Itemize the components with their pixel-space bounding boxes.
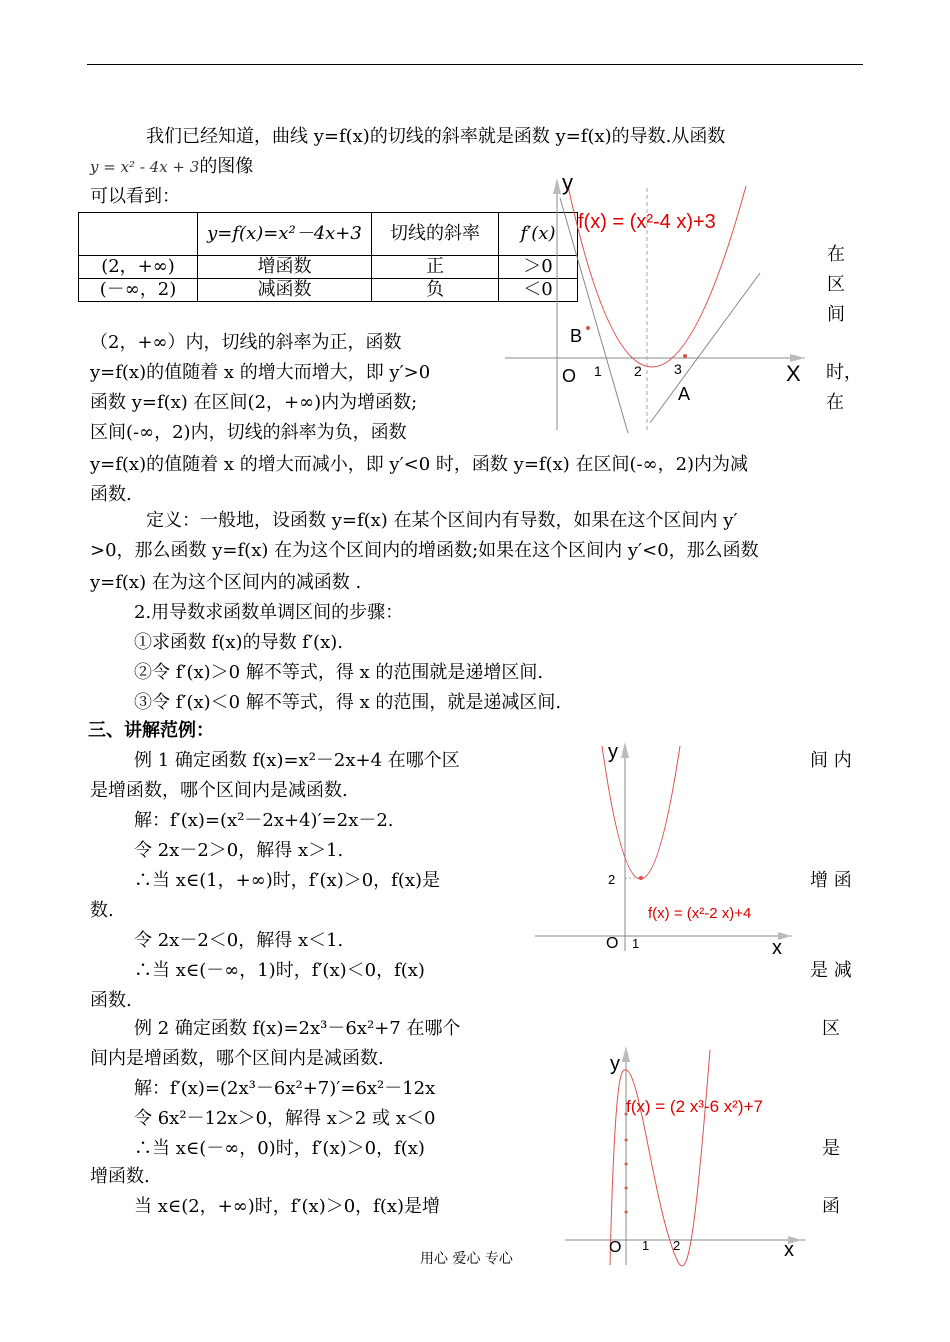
para1-line: 函数 y=f(x) 在区间(2，+∞)内为增函数; bbox=[90, 392, 418, 413]
tick-x: 1 bbox=[632, 936, 640, 951]
para1-line: y=f(x)的值随着 x 的增大而增大，即 y′>0 bbox=[90, 362, 431, 383]
tick-1: 1 bbox=[594, 363, 602, 379]
para1-line: y=f(x)的值随着 x 的增大而减小，即 y′<0 时，函数 y=f(x) 在区间(-∞，2)内为减 bbox=[90, 454, 749, 475]
example2-line: ∴当 x∈(－∞，0)时，f′(x)＞0，f(x) bbox=[134, 1138, 425, 1159]
para1-line: 区间(-∞，2)内，切线的斜率为负，函数 bbox=[90, 422, 407, 443]
graph-parabola-1 bbox=[500, 168, 820, 438]
example1-line: 例 1 确定函数 f(x)=x²－2x+4 在哪个区 bbox=[134, 750, 460, 771]
label-x: x bbox=[784, 1239, 794, 1261]
table-cell: 减函数 bbox=[198, 279, 372, 302]
example2-line: 例 2 确定函数 f(x)=2x³－6x²+7 在哪个 bbox=[134, 1018, 461, 1039]
example2-line: 解：f′(x)=(2x³－6x²+7)′=6x²－12x bbox=[134, 1078, 436, 1099]
example2-side: 是 bbox=[822, 1138, 840, 1159]
label-o: O bbox=[609, 1239, 622, 1256]
label-y: y bbox=[608, 741, 618, 763]
graph-cubic bbox=[560, 1040, 810, 1270]
label-a: A bbox=[678, 384, 691, 404]
side-char: 在 bbox=[826, 392, 844, 413]
example1-side: 增 函 bbox=[810, 870, 852, 891]
table-cell: (－∞，2) bbox=[79, 279, 198, 302]
table-cell: 负 bbox=[372, 279, 499, 302]
y-axis-arrow-icon bbox=[553, 178, 561, 194]
example2-line: 当 x∈(2，+∞)时，f′(x)＞0，f(x)是增 bbox=[134, 1196, 441, 1217]
tick-mark bbox=[625, 1163, 628, 1166]
example1-line: 令 2x－2＞0，解得 x＞1. bbox=[134, 840, 344, 861]
tick-2: 2 bbox=[634, 363, 642, 379]
example1-line: ∴当 x∈(－∞，1)时，f′(x)＜0，f(x) bbox=[134, 960, 425, 981]
example2-line: 令 6x²－12x＞0，解得 x＞2 或 x＜0 bbox=[134, 1108, 436, 1129]
example1-line: 函数. bbox=[90, 990, 132, 1011]
label-o: O bbox=[606, 935, 619, 952]
intro-line1: 我们已经知道，曲线 y=f(x)的切线的斜率就是函数 y=f(x)的导数.从函数 bbox=[146, 126, 726, 147]
table-cell: (2，+∞) bbox=[79, 256, 198, 279]
tangent-line-a bbox=[650, 273, 760, 423]
table-header-cell bbox=[79, 213, 198, 256]
label-o: O bbox=[562, 366, 577, 386]
tick-mark bbox=[625, 1187, 628, 1190]
label-y: y bbox=[610, 1053, 620, 1075]
tick-3: 3 bbox=[674, 361, 682, 377]
tangent-line-b bbox=[560, 198, 628, 433]
table-cell: 增函数 bbox=[198, 256, 372, 279]
intro-line3: 可以看到： bbox=[90, 186, 180, 207]
para1-line: （2，+∞）内，切线的斜率为正，函数 bbox=[90, 332, 402, 353]
example2-side: 函 bbox=[822, 1196, 840, 1217]
steps-title: 2.用导数求函数单调区间的步骤： bbox=[134, 602, 404, 623]
graph1-formula: f(x) = (x²-4 x)+3 bbox=[578, 211, 716, 233]
table-cell: ＞0 bbox=[499, 256, 578, 279]
step-item: ③令 f′(x)＜0 解不等式，得 x 的范围，就是递减区间. bbox=[134, 692, 562, 713]
intro-formula: y = x² - 4x + 3 bbox=[90, 158, 200, 176]
definition-line: >0，那么函数 y=f(x) 在为这个区间内的增函数;如果在这个区间内 y′<0，那么函数 bbox=[90, 540, 759, 561]
tick-1: 1 bbox=[642, 1238, 650, 1253]
example2-line: 增函数. bbox=[90, 1166, 150, 1187]
footer-text: 用心 爱心 专心 bbox=[420, 1251, 513, 1267]
point-a bbox=[683, 354, 687, 358]
step-item: ①求函数 f(x)的导数 f′(x). bbox=[134, 632, 343, 653]
table-cell: ＜0 bbox=[499, 279, 578, 302]
label-x: X bbox=[786, 361, 801, 386]
example1-line: 解：f′(x)=(x²－2x+4)′=2x－2. bbox=[134, 810, 394, 831]
parabola-curve bbox=[602, 746, 680, 879]
side-char: 时， bbox=[826, 362, 862, 383]
section-heading: 三、讲解范例： bbox=[88, 720, 214, 741]
tick-mark bbox=[625, 1211, 628, 1214]
vertex-point bbox=[639, 876, 643, 880]
example1-line: 是增函数，哪个区间内是减函数. bbox=[90, 780, 348, 801]
example1-line: ∴当 x∈(1，+∞)时，f′(x)＞0，f(x)是 bbox=[134, 870, 441, 891]
intro-line2-suffix: 的图像 bbox=[199, 156, 254, 177]
example2-side: 区 bbox=[822, 1018, 840, 1039]
side-char: 在 bbox=[827, 244, 845, 265]
example2-line: 间内是增函数，哪个区间内是减函数. bbox=[90, 1048, 384, 1069]
para1-line: 函数. bbox=[90, 484, 132, 505]
table-header-cell: f′(x) bbox=[499, 213, 578, 256]
point-b bbox=[586, 326, 590, 330]
example1-line: 数. bbox=[90, 900, 114, 921]
table-header-cell: y=f(x)=x²－4x+3 bbox=[198, 213, 372, 256]
graph-parabola-2 bbox=[530, 736, 800, 956]
label-x: x bbox=[772, 937, 782, 956]
definition-line: 定义：一般地，设函数 y=f(x) 在某个区间内有导数，如果在这个区间内 y′ bbox=[146, 510, 738, 531]
example1-line: 令 2x－2＜0，解得 x＜1. bbox=[134, 930, 344, 951]
y-axis-arrow-icon bbox=[622, 1046, 630, 1062]
header-rule bbox=[87, 64, 863, 65]
tick-y: 2 bbox=[608, 872, 616, 887]
table-cell: 正 bbox=[372, 256, 499, 279]
side-char: 间 bbox=[827, 304, 845, 325]
label-y: y bbox=[562, 170, 573, 195]
graph3-formula: f(x) = (2 x³-6 x²)+7 bbox=[626, 1097, 763, 1116]
label-b: B bbox=[570, 326, 583, 346]
tick-mark bbox=[625, 1139, 628, 1142]
table-header-cell: 切线的斜率 bbox=[372, 213, 499, 256]
intro-line2 bbox=[90, 156, 253, 178]
y-axis-arrow-icon bbox=[621, 742, 629, 758]
step-item: ②令 f′(x)＞0 解不等式，得 x 的范围就是递增区间. bbox=[134, 662, 544, 683]
cubic-curve bbox=[610, 1050, 710, 1266]
definition-line: y=f(x) 在为这个区间内的减函数 . bbox=[90, 572, 362, 593]
side-char: 区 bbox=[827, 274, 845, 295]
graph2-formula: f(x) = (x²-2 x)+4 bbox=[648, 905, 752, 922]
tick-2: 2 bbox=[673, 1238, 681, 1253]
example1-side: 间 内 bbox=[810, 750, 852, 771]
example1-side: 是 减 bbox=[810, 960, 852, 981]
